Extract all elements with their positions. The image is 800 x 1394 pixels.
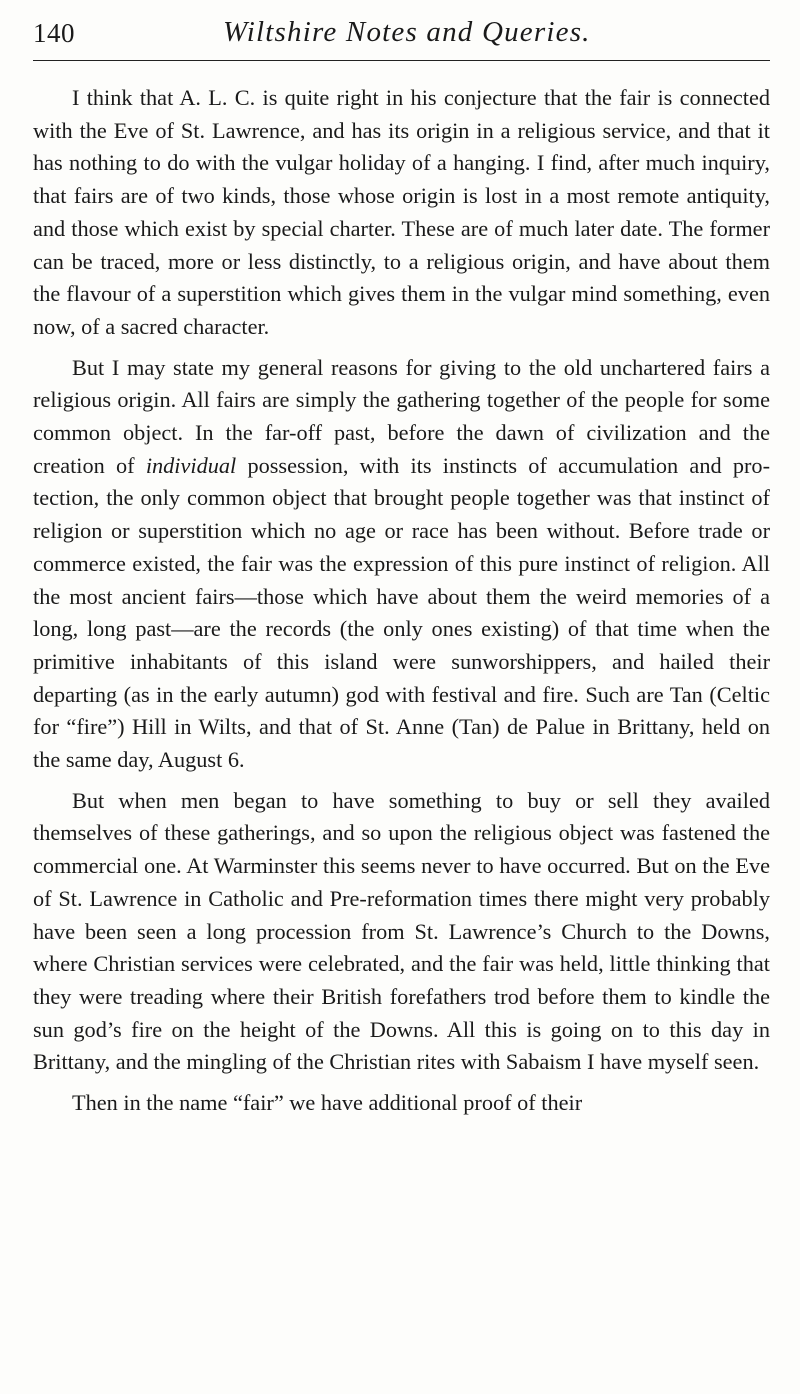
page-number: 140 <box>33 18 75 48</box>
paragraph-2 <box>33 352 770 777</box>
header-rule <box>33 60 770 61</box>
italic-word-individual: individual <box>145 452 237 478</box>
paragraph-3-text: But when men began to have something to buy or sell they availed themselves of these gatherings, and so upon the religious object was fastened the commercial one. At Warminster this seems never to have occurred. But on the Eve of St. Lawrence in Catholic and Pre-reformation times there might very probably have been seen a long procession from St. Lawrence’s Church to the Downs, where Christian services were celebrated, and the fair was held, little thinking that they were treading where their British forefathers trod before them to kindle the sun god’s fire on the height of the Downs. All this is going on to this day in Brittany, and the mingling of the Christian rites with Sabaism I have myself seen. <box>33 787 770 1075</box>
paragraph-1-text: I think that A. L. C. is quite right in his conjecture that the fair is connected with the Eve of St. Lawrence, and has its origin in a religious service, and that it has nothing to do with the vulgar holiday of a hanging. I find, after much inquiry, that fairs are of two kinds, those whose origin is lost in a most remote antiquity, and those which exist by special charter. These are of much later date. The former can be traced, more or less distinctly, to a religious origin, and have about them the flavour of a superstition which gives them in the vulgar mind something, even now, of a sacred character. <box>33 85 770 339</box>
paragraph-2-text-end: possession, with its instincts of accumulation and protection, the only common object that brought people together was that instinct of religion or superstition which no age or race has been without. Before trade or commerce existed, the fair was the expression of this pure instinct of religion. All the most ancient fairs—those which have about them the weird memories of a long, long past—are the records (the only ones existing) of that time when the primitive inhabitants of this island were sunworshippers, and hailed their departing (as in the early autumn) god with festival and fire. Such are Tan (Celtic for “fire”) Hill in Wilts, and that of St. Anne (Tan) de Palue in Brittany, held on the same day, August 6. <box>33 452 770 773</box>
paragraph-4-text: Then in the name “fair” we have additional proof of their <box>72 1090 583 1116</box>
paragraph-3 <box>33 785 770 1079</box>
article-body <box>33 82 770 1128</box>
paragraph-1 <box>33 82 770 344</box>
paragraph-4 <box>33 1087 770 1120</box>
journal-title: Wiltshire Notes and Queries. <box>223 16 591 48</box>
paragraph-2-text-start: But I may state my general reasons for giving to the old unchartered fairs a religious origin. All fairs are simply the gathering together of the people for some common object. In the far-off past, before the dawn of civilization and the creation of <box>33 354 770 478</box>
running-header <box>33 14 770 54</box>
